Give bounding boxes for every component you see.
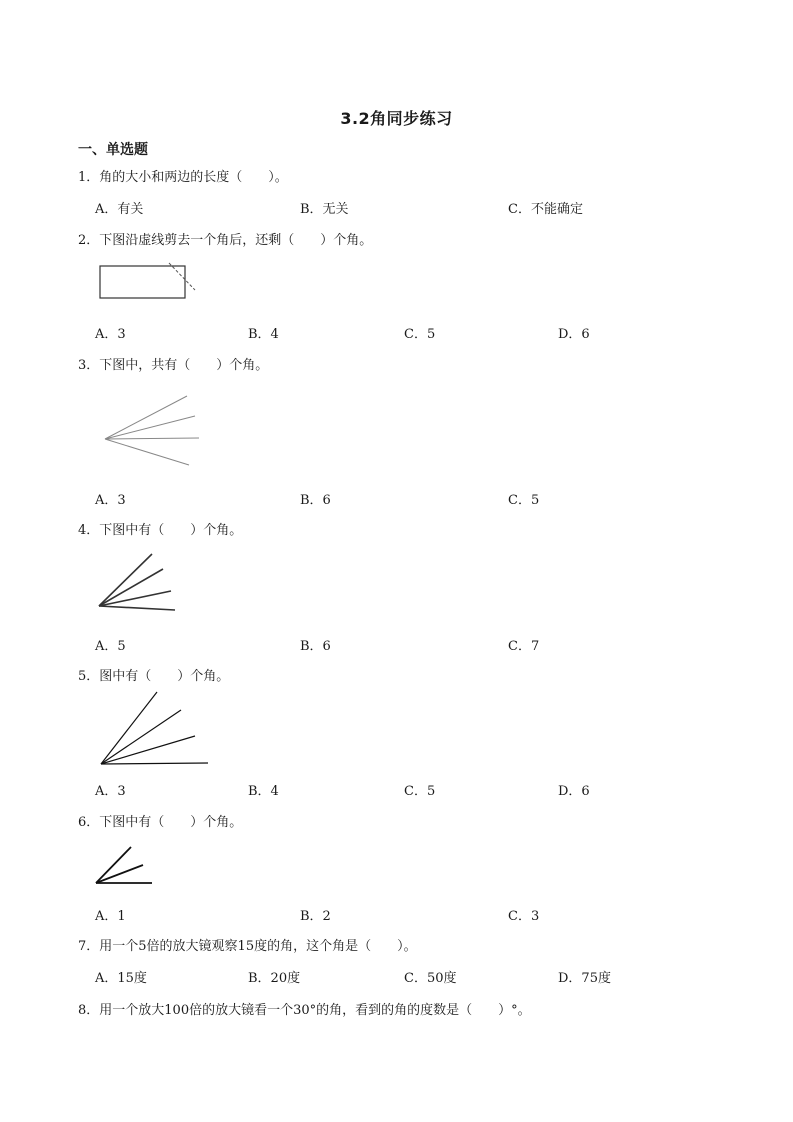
- q6-option-b[interactable]: B．2: [300, 909, 331, 924]
- q6-option-c[interactable]: C．3: [508, 909, 540, 924]
- section-heading: 一、单选题: [78, 142, 148, 158]
- q6-option-a[interactable]: A．1: [95, 909, 126, 924]
- question-7: 7．用一个5倍的放大镜观察15度的角，这个角是（ ）。: [78, 939, 417, 954]
- question-4: 4．下图中有（ ）个角。: [78, 523, 243, 538]
- q2-option-c[interactable]: C．5: [404, 327, 436, 342]
- question-1: 1．角的大小和两边的长度（ ）。: [78, 170, 288, 185]
- q3-option-b[interactable]: B．6: [300, 493, 331, 508]
- q4-option-a[interactable]: A．5: [95, 639, 126, 654]
- question-8: 8．用一个放大100倍的放大镜看一个30°的角，看到的角的度数是（ ）°。: [78, 1003, 531, 1018]
- q1-option-b[interactable]: B．无关: [300, 202, 349, 217]
- q7-option-c[interactable]: C．50度: [404, 971, 457, 986]
- q5-option-d[interactable]: D．6: [558, 784, 590, 799]
- q2-option-d[interactable]: D．6: [558, 327, 590, 342]
- question-5: 5．图中有（ ）个角。: [78, 669, 230, 684]
- question-2: 2．下图沿虚线剪去一个角后，还剩（ ）个角。: [78, 233, 373, 248]
- rectangle-figure: [95, 260, 205, 305]
- q7-option-b[interactable]: B．20度: [248, 971, 301, 986]
- rays-figure-q3: [95, 390, 210, 470]
- q2-option-b[interactable]: B．4: [248, 327, 279, 342]
- q7-option-a[interactable]: A．15度: [95, 971, 147, 986]
- q1-option-a[interactable]: A．有关: [95, 202, 144, 217]
- rays-figure-q4: [95, 550, 185, 615]
- q5-option-a[interactable]: A．3: [95, 784, 126, 799]
- q5-option-b[interactable]: B．4: [248, 784, 279, 799]
- q4-option-b[interactable]: B．6: [300, 639, 331, 654]
- q3-option-a[interactable]: A．3: [95, 493, 126, 508]
- q2-option-a[interactable]: A．3: [95, 327, 126, 342]
- question-3: 3．下图中，共有（ ）个角。: [78, 358, 269, 373]
- rays-figure-q5: [95, 688, 215, 770]
- q7-option-d[interactable]: D．75度: [558, 971, 611, 986]
- rays-figure-q6: [93, 842, 158, 887]
- q1-option-c[interactable]: C．不能确定: [508, 202, 583, 217]
- q5-option-c[interactable]: C．5: [404, 784, 436, 799]
- question-6: 6．下图中有（ ）个角。: [78, 815, 243, 830]
- page-title: 3.2角同步练习: [340, 109, 453, 128]
- q4-option-c[interactable]: C．7: [508, 639, 540, 654]
- q3-option-c[interactable]: C．5: [508, 493, 540, 508]
